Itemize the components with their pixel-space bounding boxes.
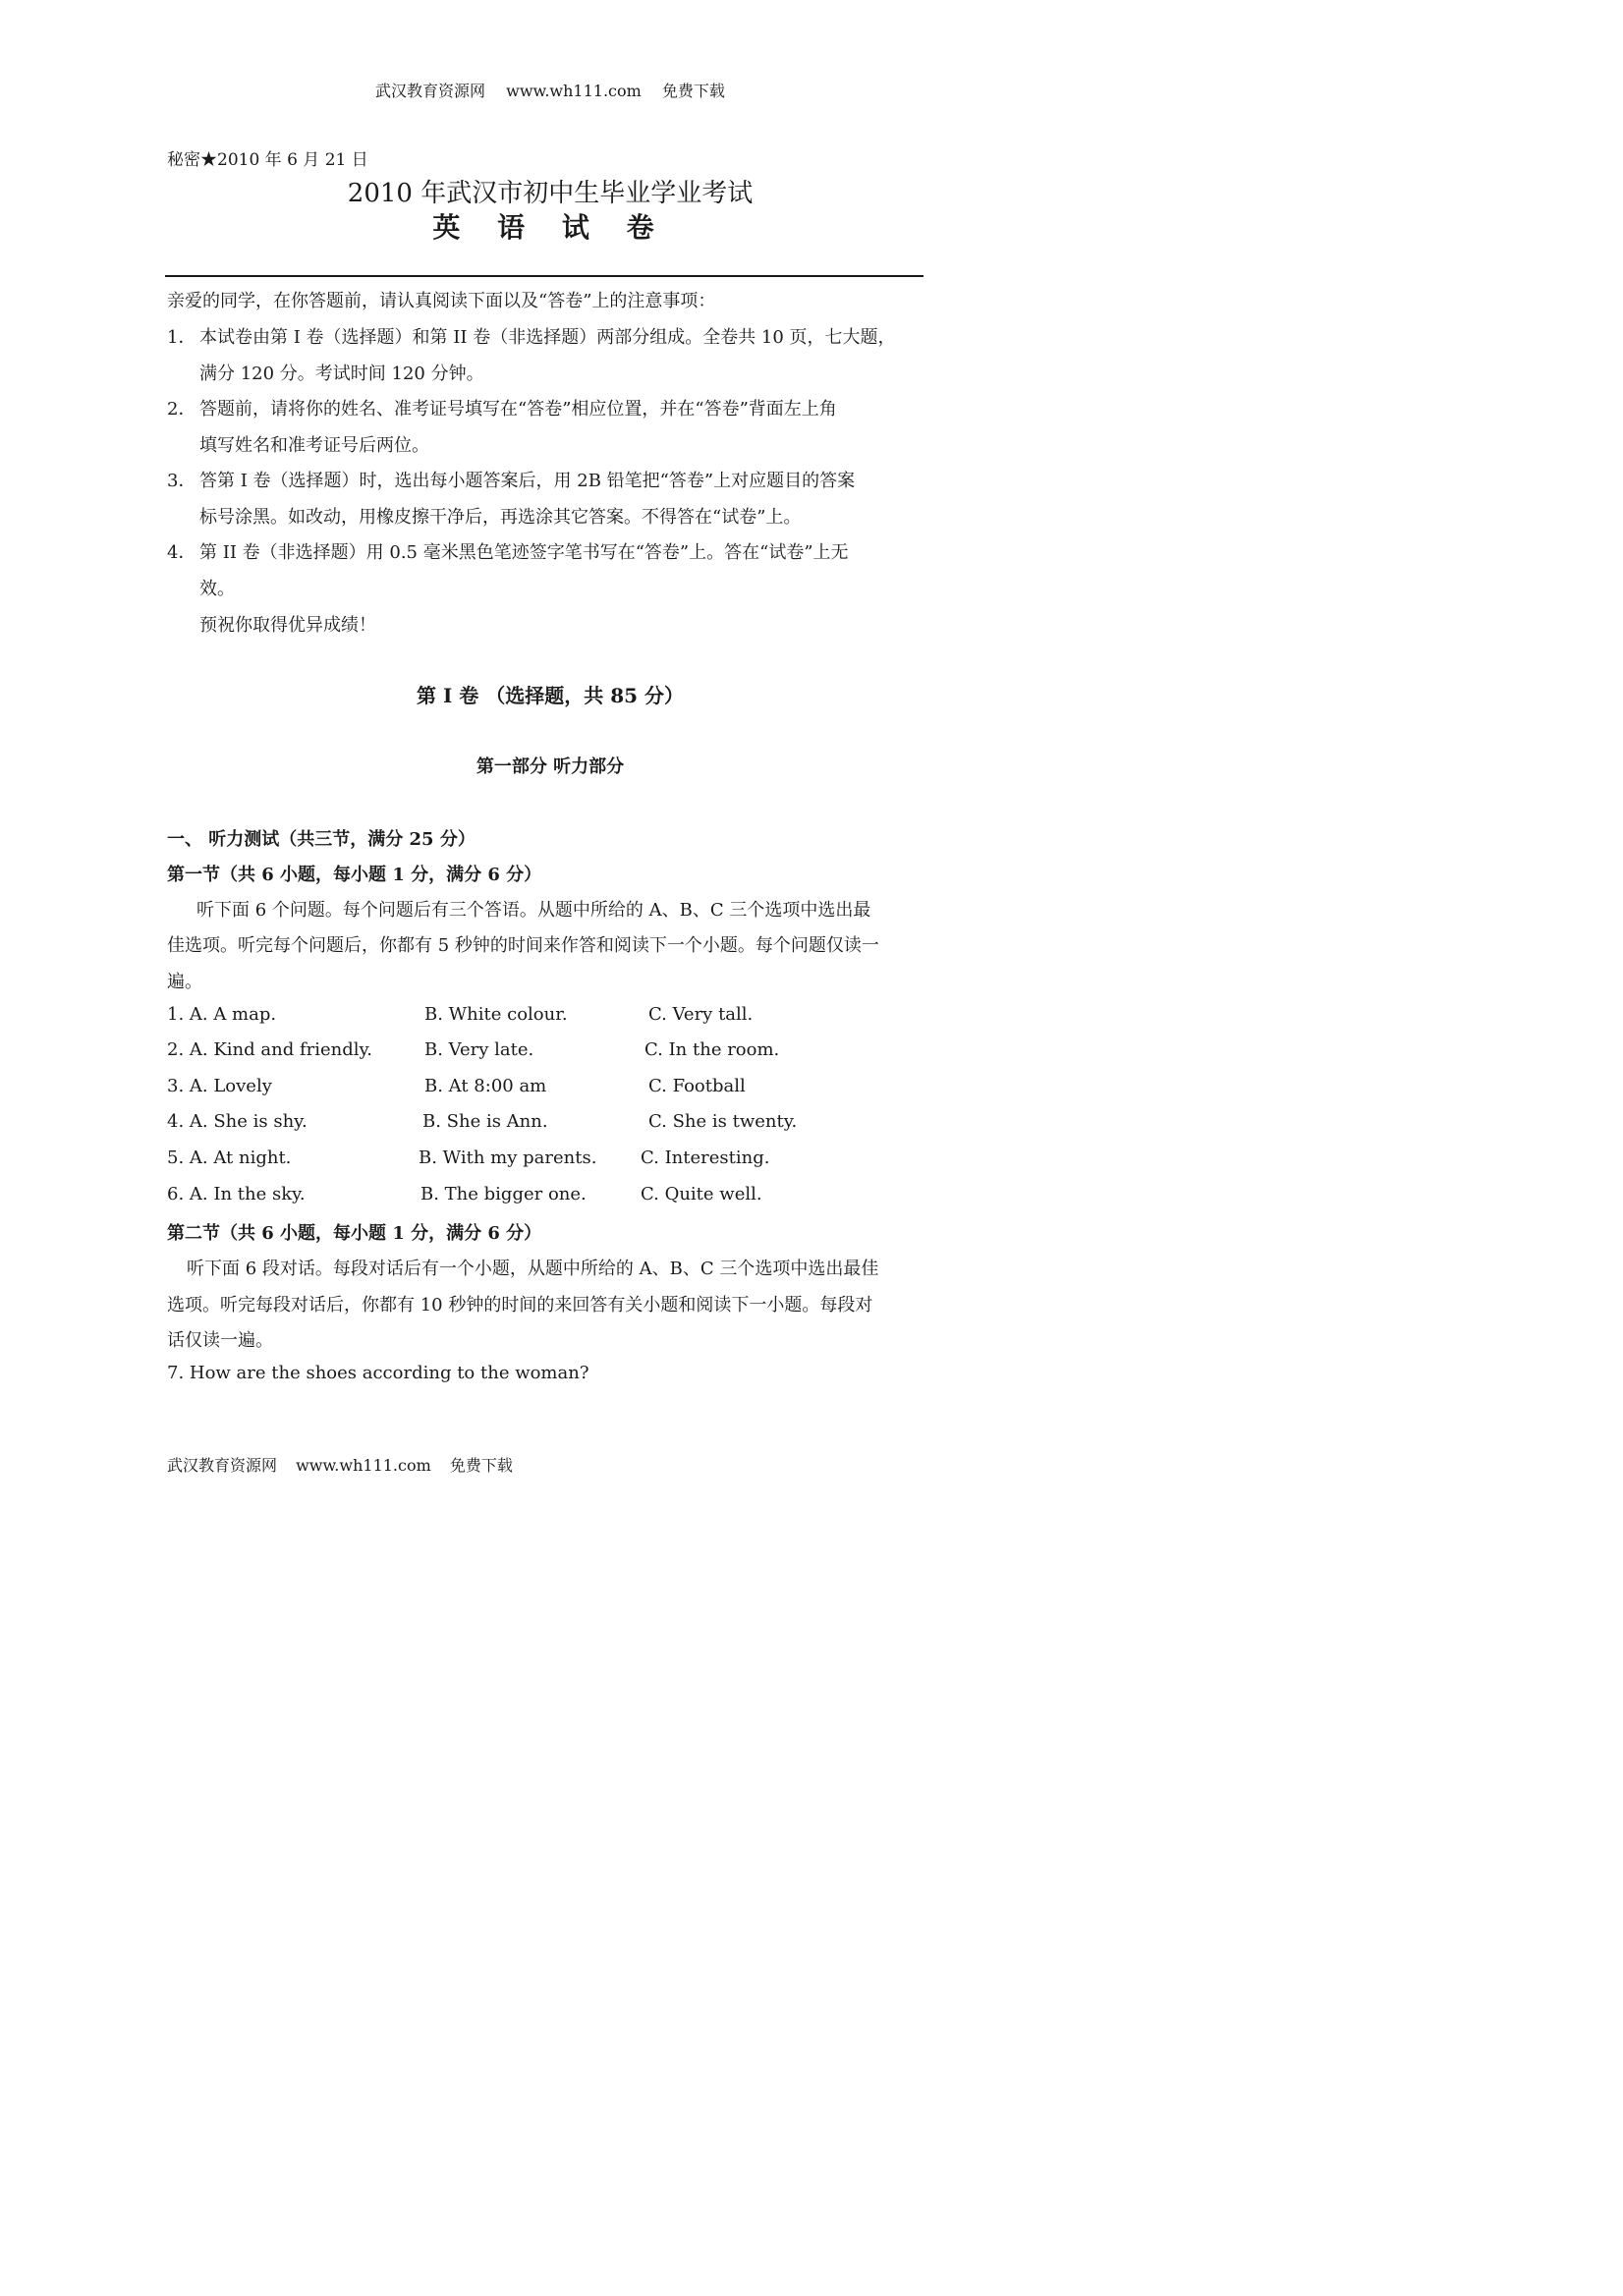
instruction-line: 选项。听完每段对话后，你都有 10 秒钟的时间的来回答有关小题和阅读下一小题。每段对 [167, 1295, 873, 1316]
notice-item-num: 2． [167, 399, 196, 420]
header-download: 免费下载 [661, 82, 725, 100]
page-footer [167, 1453, 527, 1476]
question-option-c: C. Interesting. [641, 1148, 770, 1168]
question-7: 7. How are the shoes according to the woman? [167, 1363, 589, 1383]
question-option-b: B. At 8:00 am [424, 1076, 547, 1096]
instruction-line: 听下面 6 段对话。每段对话后有一个小题，从题中所给的 A、B、C 三个选项中选出最佳 [187, 1259, 879, 1279]
exam-title: 2010 年武汉市初中生毕业学业考试 [347, 179, 754, 208]
question-option-a: 4. A. She is shy. [167, 1111, 308, 1132]
instruction-line: 遍。 [167, 972, 202, 992]
notice-item-text: 标号涂黑。如改动，用橡皮擦干净后，再选涂其它答案。不得答在“试卷”上。 [199, 507, 802, 528]
exam-subtitle: 英 语 试 卷 [432, 211, 668, 244]
notice-item-text: 满分 120 分。考试时间 120 分钟。 [199, 364, 484, 384]
footer-site: 武汉教育资源网 [167, 1456, 278, 1475]
question-option-a: 2. A. Kind and friendly. [167, 1039, 372, 1060]
question-option-c: C. Very tall. [648, 1004, 754, 1025]
footer-download: 免费下载 [449, 1456, 513, 1475]
subsection-heading: 第二节（共 6 小题，每小题 1 分，满分 6 分） [167, 1223, 542, 1244]
question-option-c: C. She is twenty. [648, 1111, 798, 1132]
instruction-line: 话仅读一遍。 [167, 1330, 273, 1351]
notice-item-num: 4． [167, 542, 196, 563]
notice-item-text: 效。 [199, 579, 235, 599]
question-option-b: B. The bigger one. [420, 1184, 587, 1204]
question-option-b: B. White colour. [424, 1004, 568, 1025]
question-option-a: 3. A. Lovely [167, 1076, 272, 1096]
notice-item-text: 答第 I 卷（选择题）时，选出每小题答案后，用 2B 铅笔把“答卷”上对应题目的答案 [199, 471, 856, 491]
notice-item-text: 本试卷由第 I 卷（选择题）和第 II 卷（非选择题）两部分组成。全卷共 10 页，七大题， [199, 327, 896, 348]
notice-wish: 预祝你取得优异成绩！ [199, 615, 376, 636]
subsection-heading: 第一节（共 6 小题，每小题 1 分，满分 6 分） [167, 865, 542, 885]
title-divider [165, 275, 923, 277]
question-option-a: 5. A. At night. [167, 1148, 292, 1168]
question-option-b: B. With my parents. [419, 1148, 597, 1168]
question-option-c: C. In the room. [644, 1039, 780, 1060]
instruction-line: 听下面 6 个问题。每个问题后有三个答语。从题中所给的 A、B、C 三个选项中选出最 [196, 900, 871, 921]
question-option-c: C. Quite well. [641, 1184, 762, 1204]
notice-intro: 亲爱的同学，在你答题前，请认真阅读下面以及“答卷”上的注意事项： [167, 291, 716, 311]
question-option-a: 6. A. In the sky. [167, 1184, 306, 1204]
footer-url: www.wh111.com [296, 1456, 431, 1475]
notice-item-num: 3． [167, 471, 196, 491]
part-title: 第一部分 听力部分 [476, 756, 625, 777]
header-url: www.wh111.com [506, 82, 642, 100]
header-site: 武汉教育资源网 [375, 82, 486, 100]
notice-item-text: 填写姓名和准考证号后两位。 [199, 435, 429, 456]
page-header [0, 79, 1100, 101]
question-option-c: C. Football [648, 1076, 746, 1096]
question-option-b: B. Very late. [424, 1039, 534, 1060]
instruction-line: 佳选项。听完每个问题后，你都有 5 秒钟的时间来作答和阅读下一个小题。每个问题仅读一 [167, 935, 879, 956]
question-option-a: 1. A. A map. [167, 1004, 277, 1025]
notice-item-text: 第 II 卷（非选择题）用 0.5 毫米黑色笔迹签字笔书写在“答卷”上。答在“试卷”上无 [199, 542, 849, 563]
notice-item-num: 1． [167, 327, 196, 348]
notice-item-text: 答题前，请将你的姓名、准考证号填写在“答卷”相应位置，并在“答卷”背面左上角 [199, 399, 837, 420]
section-heading: 一、 听力测试（共三节，满分 25 分） [167, 829, 476, 850]
question-option-b: B. She is Ann. [422, 1111, 548, 1132]
secret-date-line: 秘密★2010 年 6 月 21 日 [167, 150, 368, 170]
volume-title: 第 I 卷 （选择题，共 85 分） [416, 684, 684, 707]
